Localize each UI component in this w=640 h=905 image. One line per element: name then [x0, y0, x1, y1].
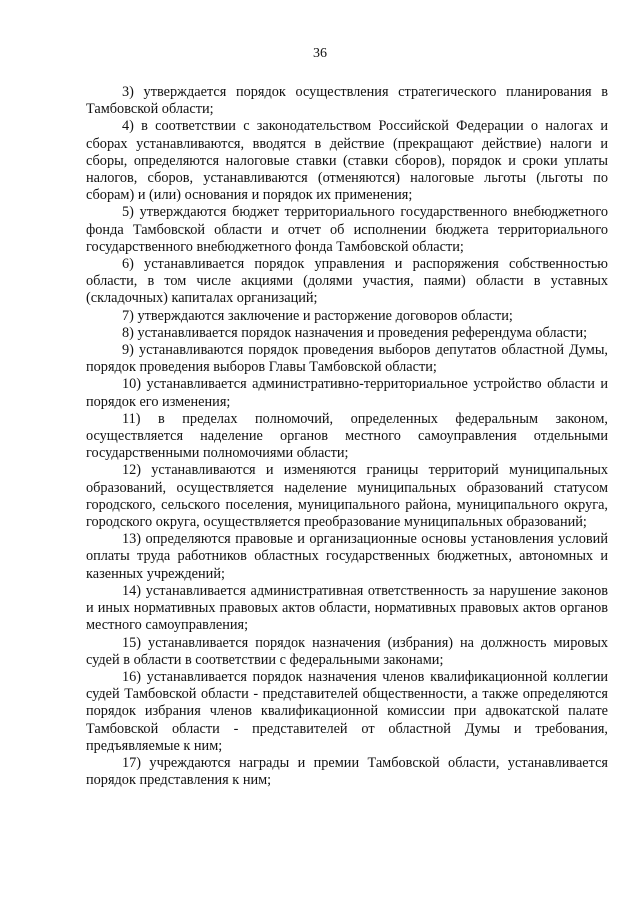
paragraph-item-16: 16) устанавливается порядок назначения членов квалификационной коллегии судей Тамбовской области - представителей общественности, а также определяются порядок избрания членов квалификационной комиссии при адвокатской палате Тамбовской области - представителей от областной Думы и требования, предъявляемые к ним; — [86, 668, 608, 754]
paragraph-item-6: 6) устанавливается порядок управления и распоряжения собственностью области, в том числе акциями (долями участия, паями) области в уставных (складочных) капиталах организаций; — [86, 256, 608, 307]
paragraph-item-3: 3) утверждается порядок осуществления стратегического планирования в Тамбовской области; — [86, 84, 608, 118]
document-body — [86, 84, 608, 789]
page-number: 36 — [313, 46, 327, 61]
paragraph-item-13: 13) определяются правовые и организационные основы установления условий оплаты труда работников областных государственных бюджетных, автономных и казенных учреждений; — [86, 531, 608, 582]
paragraph-item-5: 5) утверждаются бюджет территориального государственного внебюджетного фонда Тамбовской области и отчет об исполнении бюджета территориального государственного внебюджетного фонда Тамбовской области; — [86, 204, 608, 255]
paragraph-item-4: 4) в соответствии с законодательством Российской Федерации о налогах и сборах устанавливаются, вводятся в действие (прекращают действие) налоги и сборы, определяются налоговые ставки (ставки сборов), порядок и сроки уплаты налогов, сборов, устанавливаются (отменяются) налоговые льготы (льготы по сборам) и (или) основания и порядок их применения; — [86, 118, 608, 204]
paragraph-item-11: 11) в пределах полномочий, определенных федеральным законом, осуществляется наделение органов местного самоуправления отдельными государственными полномочиями области; — [86, 410, 608, 462]
paragraph-item-10: 10) устанавливается административно-территориальное устройство области и порядок его изменения; — [86, 376, 608, 410]
paragraph-item-7: 7) утверждаются заключение и расторжение договоров области; — [122, 307, 513, 324]
paragraph-item-8: 8) устанавливается порядок назначения и проведения референдума области; — [122, 324, 588, 341]
paragraph-item-15: 15) устанавливается порядок назначения (избрания) на должность мировых судей в области в соответствии с федеральными законами; — [86, 634, 608, 668]
paragraph-item-17: 17) учреждаются награды и премии Тамбовской области, устанавливается порядок представления к ним; — [86, 754, 608, 789]
paragraph-item-12: 12) устанавливаются и изменяются границы территорий муниципальных образований, осуществляется наделение муниципальных образований статусом городского, сельского поселения, муниципального района, муниципального округа, городского округа, осуществляется преобразование муниципальных образований; — [86, 462, 608, 531]
paragraph-item-9: 9) устанавливаются порядок проведения выборов депутатов областной Думы, порядок проведения выборов Главы Тамбовской области; — [86, 342, 608, 376]
paragraph-item-14: 14) устанавливается административная ответственность за нарушение законов и иных нормативных правовых актов области, нормативных правовых актов органов местного самоуправления; — [86, 582, 608, 634]
